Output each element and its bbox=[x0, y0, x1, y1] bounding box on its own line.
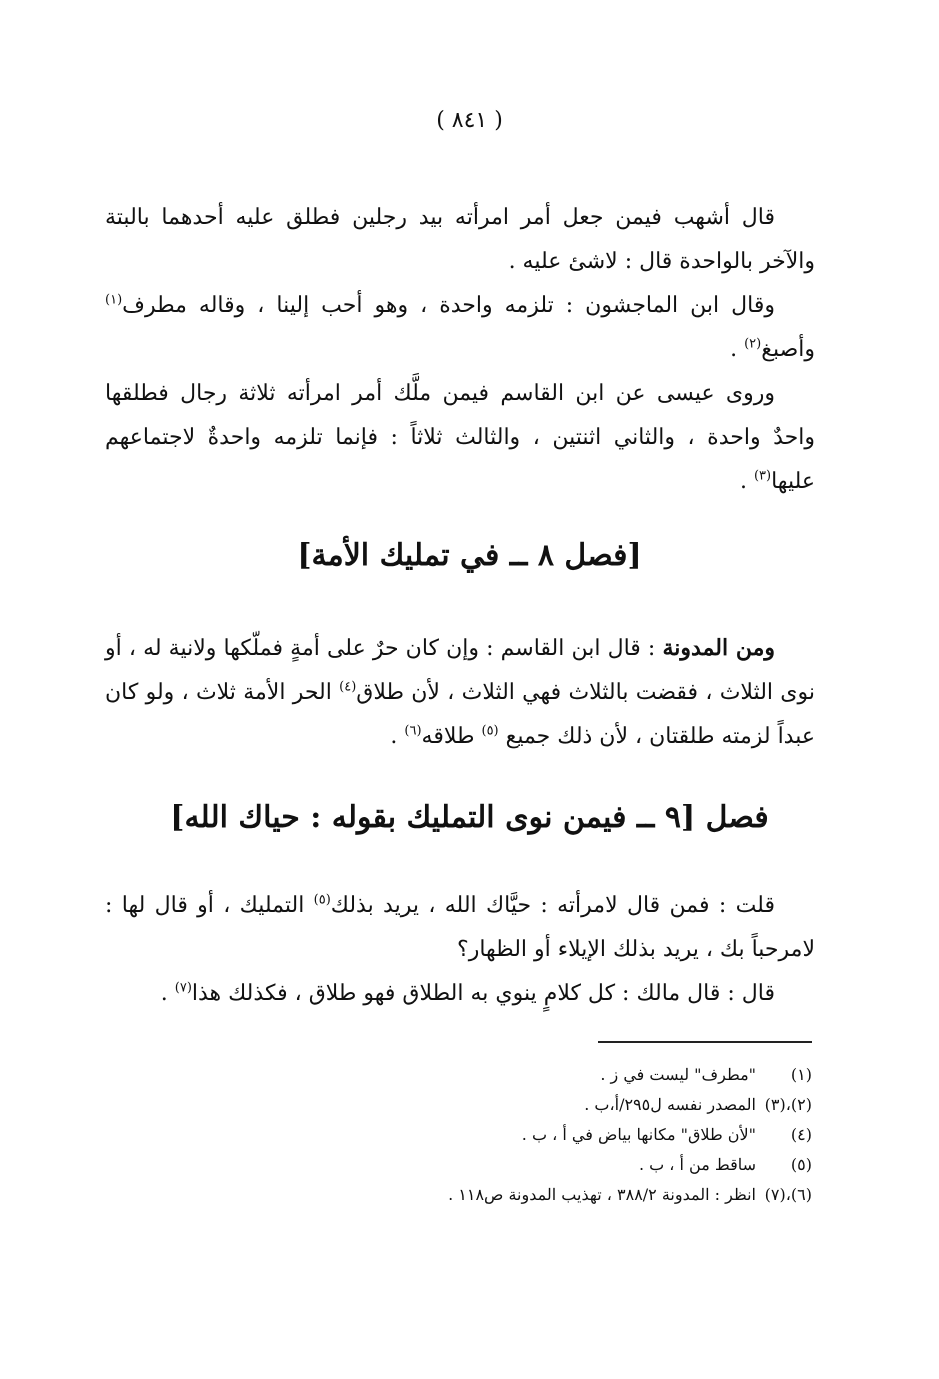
section-3 bbox=[105, 884, 815, 1016]
section-2 bbox=[105, 626, 815, 759]
paragraph-qultu: قلت : فمن قال لامرأته : حيَّاك الله ، يريد بذلك$^{(٥)}$ التمليك ، أو قال لها : لامرحباً بك ، يريد بذلك الإيلاء أو الظهار؟ bbox=[105, 892, 815, 962]
footnote-ref-7: (٧) bbox=[174, 980, 192, 996]
footnote-separator bbox=[598, 1041, 812, 1043]
footnote-item: (٥)ساقط من أ ، ب . bbox=[638, 1155, 812, 1174]
paragraph-ashhab: قال أشهب فيمن جعل أمر امرأته بيد رجلين فطلق عليه أحدهما بالبتة والآخر بالواحدة قال : لاشئ عليه . bbox=[105, 205, 815, 274]
footnote-item: (٦)،(٧)انظر : المدونة ٣٨٨/٢ ، تهذيب المدونة ص١١٨ . bbox=[448, 1185, 812, 1204]
footnote-ref-1: (١) bbox=[105, 292, 123, 308]
footnotes bbox=[300, 1060, 812, 1210]
footnote-ref-5b: (٥) bbox=[313, 892, 331, 908]
footnote-ref-3: (٣) bbox=[753, 468, 772, 484]
section-heading-8: [فصل ٨ ــ في تمليك الأمة] bbox=[297, 538, 642, 573]
paragraph-majishun: وقال ابن الماجشون : تلزمه واحدة ، وهو أحب إلينا ، وقاله مطرف$^{(١)}$ وأصبغ$^{(٢)}$ . bbox=[105, 292, 815, 362]
section-heading-9: فصل [٩ ــ فيمن نوى التمليك بقوله : حياك الله] bbox=[170, 800, 769, 835]
paragraph-isa: وروى عيسى عن ابن القاسم فيمن ملَّك أمر امرأته ثلاثة رجال فطلقها واحدٌ واحدة ، والثاني اثنتين ، والثالث ثلاثاً : فإنما تلزمه واحدةٌ لاجتماعهم عليها$^{(٣)}$ . bbox=[105, 381, 815, 494]
paragraph-malik: قال : قال مالك : كل كلامٍ ينوي به الطلاق فهو طلاق ، فكذلك هذا$^{(٧)}$ . bbox=[160, 980, 775, 1006]
section-1 bbox=[105, 196, 815, 504]
footnote-ref-6: (٦) bbox=[404, 723, 422, 739]
footnote-item: (١)"مطرف" ليست في ز . bbox=[600, 1065, 812, 1084]
footnote-ref-4: (٤) bbox=[339, 679, 357, 695]
footnote-ref-2: (٢) bbox=[744, 336, 762, 352]
footnote-item: (٢)،(٣)المصدر نفسه ل٢٩٥/أ،ب . bbox=[584, 1095, 812, 1114]
bold-lead: ومن المدونة bbox=[662, 635, 775, 661]
footnote-item: (٤)"لأن طلاق" مكانها بياض في أ ، ب . bbox=[521, 1125, 812, 1144]
page-number: ( ٨٤١ ) bbox=[436, 108, 503, 133]
paragraph-mudawwana: ومن المدونة : قال ابن القاسم : وإن كان حرٌ على أمةٍ فملّكها ولانية له ، أو نوى الثلاث ، فقضت بالثلاث فهي الثلاث ، لأن طلاق$^{(٤)}$ الحر الأمة ثلاث ، ولو كان عبداً لزمته طلقتان ، لأن ذلك جميع $^{(٥)}$ طلاقه$^{(٦)}$ . bbox=[105, 635, 815, 749]
footnote-ref-5: (٥) bbox=[481, 723, 499, 739]
